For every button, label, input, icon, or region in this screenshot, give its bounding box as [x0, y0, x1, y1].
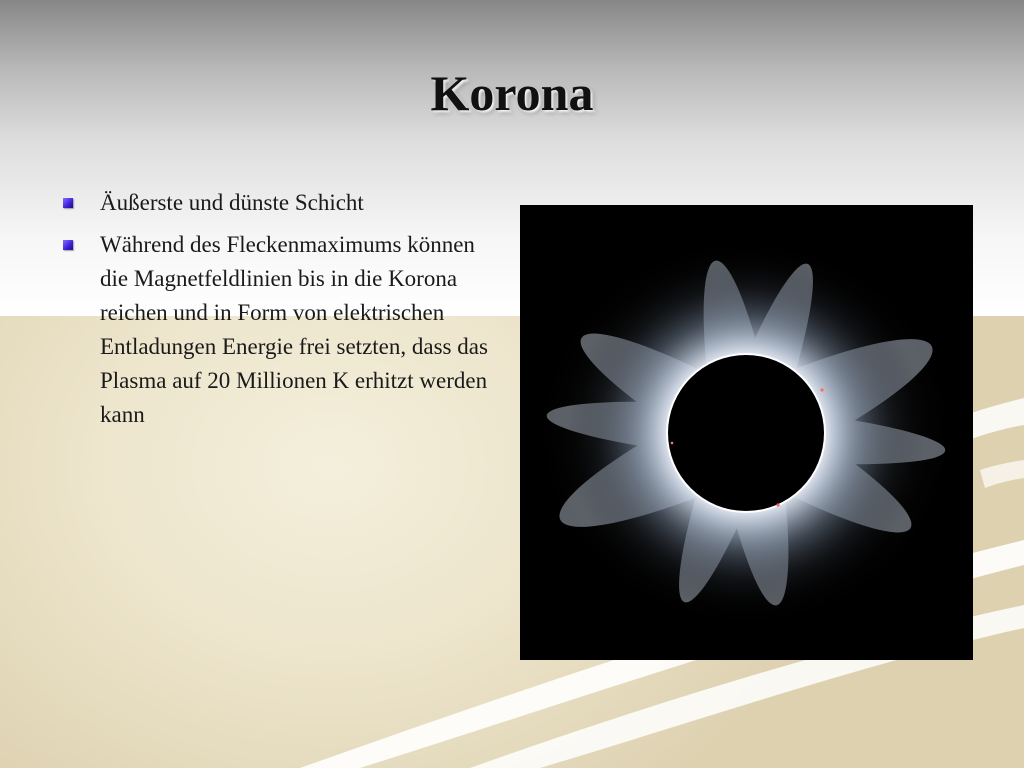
square-bullet-icon — [63, 198, 73, 208]
corona-image-icon — [520, 205, 973, 660]
bullet-text: Äußerste und dünste Schicht — [100, 190, 364, 215]
bullet-item — [62, 228, 502, 432]
solar-eclipse-corona-photo — [520, 205, 973, 660]
bullet-text: Während des Fleckenmaximums können die Magnetfeldlinien bis in die Korona reichen und in Form von elektrischen Entladungen Energie frei setzten, dass das Plasma auf 20 Millionen K erhitzt werden kann — [100, 232, 488, 427]
bullet-list — [62, 186, 502, 440]
bullet-item — [62, 186, 502, 220]
square-bullet-icon — [63, 240, 73, 250]
slide-title: Korona — [430, 65, 594, 121]
